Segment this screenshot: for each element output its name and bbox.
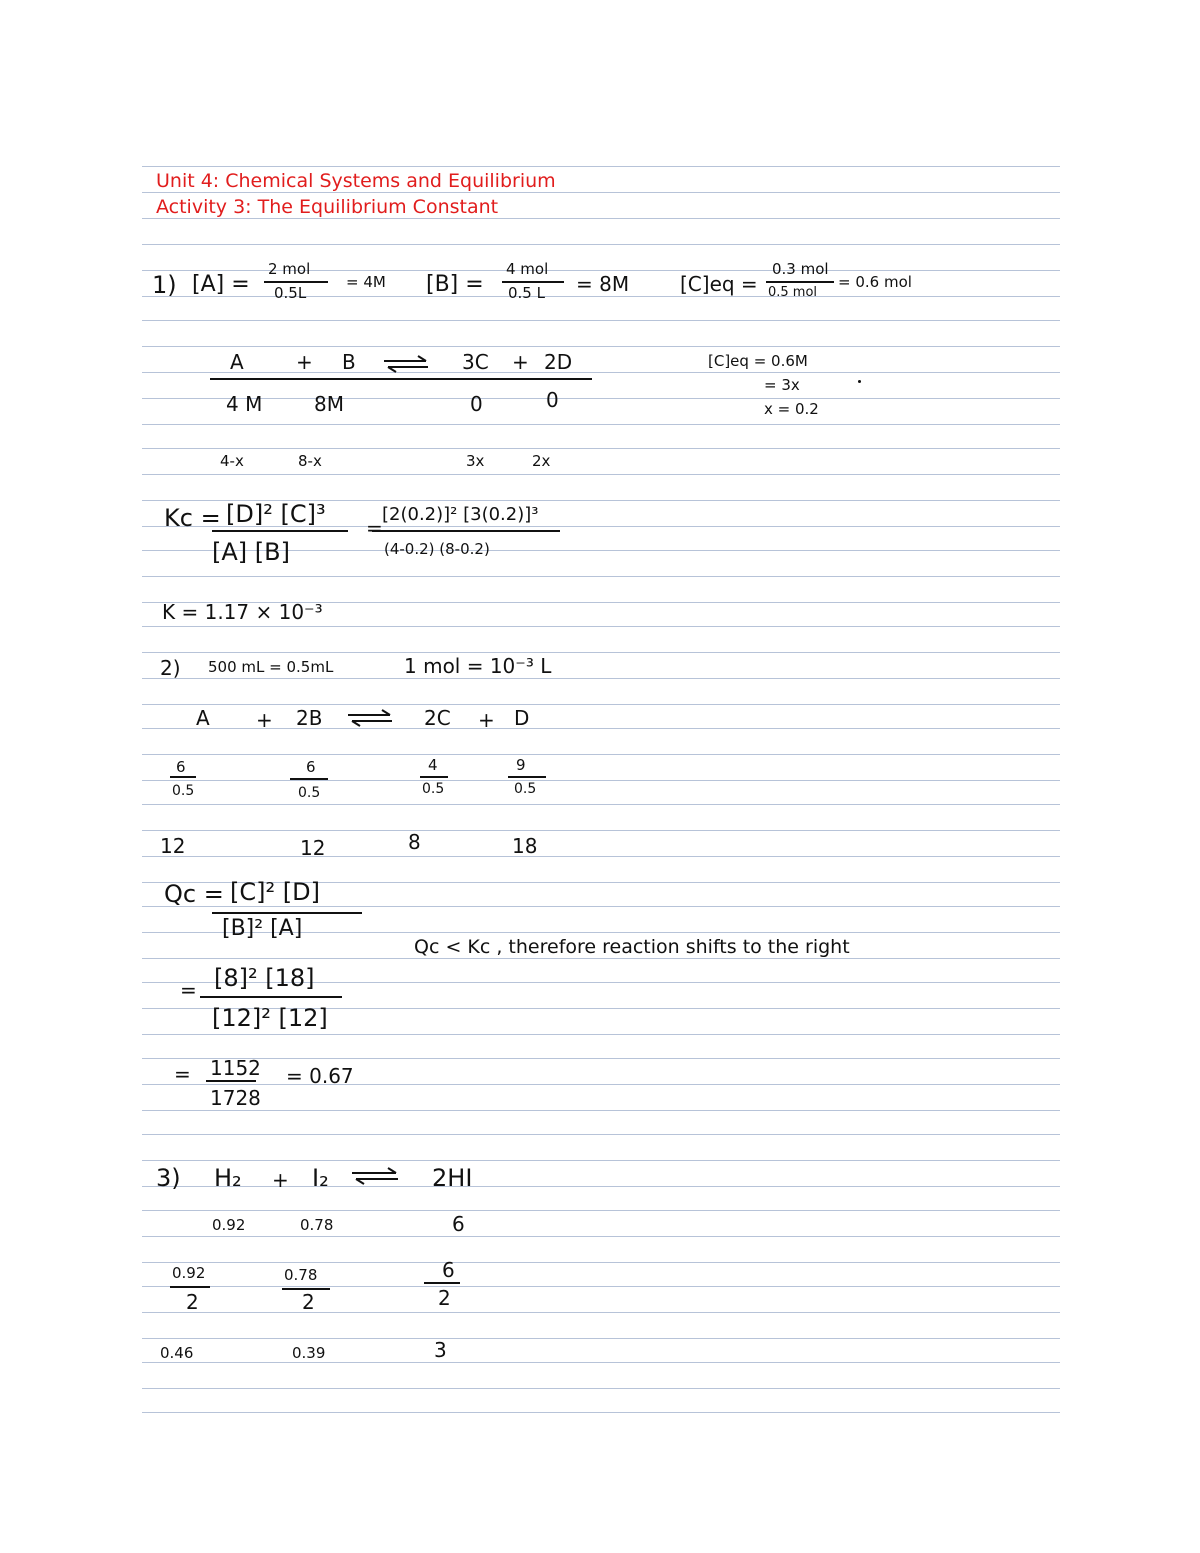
value-b: 12 bbox=[300, 836, 326, 860]
conc-a-result: = 4M bbox=[346, 273, 386, 291]
frac-c-denominator: 0.5 bbox=[422, 781, 445, 797]
ruled-line bbox=[142, 652, 1060, 653]
ruled-line bbox=[142, 166, 1060, 167]
ruled-line bbox=[142, 804, 1060, 805]
frac-b-denominator: 0.5 bbox=[298, 785, 321, 801]
ruled-line bbox=[142, 1210, 1060, 1211]
ruled-line bbox=[142, 1058, 1060, 1059]
qc-result-numerator: 1152 bbox=[210, 1056, 261, 1080]
ruled-line bbox=[142, 754, 1060, 755]
frac-hi-denominator: 2 bbox=[438, 1286, 451, 1310]
equilibrium-a: 4-x bbox=[220, 452, 244, 470]
conc-c-result: = 0.6 mol bbox=[838, 273, 912, 291]
conc-b-numerator: 4 mol bbox=[506, 260, 549, 278]
frac-a-denominator: 0.5 bbox=[172, 783, 195, 799]
equilibrium-arrow-icon bbox=[350, 1166, 402, 1186]
stray-dot bbox=[858, 380, 861, 383]
page-title: Unit 4: Chemical Systems and Equilibrium bbox=[156, 170, 556, 192]
conc-c-numerator: 0.3 mol bbox=[772, 260, 829, 278]
product-2c: 2C bbox=[424, 706, 451, 730]
qc-substituted-numerator: [8]² [18] bbox=[214, 964, 315, 992]
kc-substituted-numerator: [2(0.2)]² [3(0.2)]³ bbox=[382, 504, 539, 525]
moles-i2: 0.78 bbox=[300, 1216, 334, 1234]
kc-denominator: [A] [B] bbox=[212, 538, 290, 566]
fraction-bar bbox=[424, 1282, 460, 1284]
conc-i2: 0.39 bbox=[292, 1344, 326, 1362]
question-2-label: 2) bbox=[160, 656, 181, 680]
ruled-line bbox=[142, 1110, 1060, 1111]
plus-sign: + bbox=[256, 708, 273, 732]
volume-conversion: 500 mL = 0.5mL bbox=[208, 658, 334, 676]
ruled-line bbox=[142, 424, 1060, 425]
initial-d: 0 bbox=[546, 388, 559, 412]
fraction-bar bbox=[508, 776, 546, 778]
side-note-line1: [C]eq = 0.6M bbox=[708, 352, 808, 370]
reactant-b: B bbox=[342, 350, 356, 374]
equilibrium-b: 8-x bbox=[298, 452, 322, 470]
fraction-bar bbox=[766, 281, 834, 283]
initial-a: 4 M bbox=[226, 392, 263, 416]
question-3-label: 3) bbox=[156, 1164, 181, 1192]
ruled-line bbox=[142, 1160, 1060, 1161]
ruled-line bbox=[142, 1388, 1060, 1389]
ruled-line bbox=[142, 576, 1060, 577]
conc-hi: 3 bbox=[434, 1338, 447, 1362]
conc-b-denominator: 0.5 L bbox=[508, 284, 545, 302]
product-2d: 2D bbox=[544, 350, 573, 374]
frac-b-numerator: 6 bbox=[306, 758, 316, 776]
fraction-bar bbox=[420, 776, 448, 778]
ruled-line bbox=[142, 1236, 1060, 1237]
value-c: 8 bbox=[408, 830, 421, 854]
conc-a-numerator: 2 mol bbox=[268, 260, 311, 278]
product-2hi: 2HI bbox=[432, 1164, 473, 1192]
product-d: D bbox=[514, 706, 530, 730]
conc-b-label: [B] = bbox=[426, 272, 484, 297]
fraction-bar bbox=[200, 996, 342, 998]
conc-a-denominator: 0.5L bbox=[274, 284, 307, 302]
ruled-line bbox=[142, 678, 1060, 679]
reactant-a: A bbox=[196, 706, 210, 730]
ruled-line bbox=[142, 856, 1060, 857]
fraction-bar bbox=[170, 1286, 210, 1288]
equilibrium-arrow-icon bbox=[382, 354, 432, 374]
fraction-bar bbox=[290, 778, 328, 780]
qc-numerator: [C]² [D] bbox=[230, 878, 320, 906]
ruled-line bbox=[142, 398, 1060, 399]
ruled-line bbox=[142, 830, 1060, 831]
moles-hi: 6 bbox=[452, 1212, 465, 1236]
fraction-bar bbox=[264, 281, 328, 283]
frac-a-numerator: 6 bbox=[176, 758, 186, 776]
value-d: 18 bbox=[512, 834, 538, 858]
ruled-line bbox=[142, 346, 1060, 347]
conc-b-result: = 8M bbox=[576, 272, 630, 296]
reactant-a: A bbox=[230, 350, 244, 374]
k-result: K = 1.17 × 10⁻³ bbox=[162, 600, 323, 624]
conclusion-text: Qc < Kc , therefore reaction shifts to the right bbox=[414, 936, 850, 958]
ruled-line bbox=[142, 1312, 1060, 1313]
initial-c: 0 bbox=[470, 392, 483, 416]
qc-label: Qc = bbox=[164, 880, 224, 908]
equals-sign: = bbox=[366, 516, 383, 540]
reactant-h2: H₂ bbox=[214, 1164, 242, 1192]
plus-sign: + bbox=[272, 1168, 289, 1192]
ruled-line bbox=[142, 1084, 1060, 1085]
frac-c-numerator: 4 bbox=[428, 756, 438, 774]
plus-sign: + bbox=[478, 708, 495, 732]
ruled-line bbox=[142, 244, 1060, 245]
plus-sign: + bbox=[296, 350, 313, 374]
qc-substituted-denominator: [12]² [12] bbox=[212, 1004, 328, 1032]
ruled-line bbox=[142, 320, 1060, 321]
side-note-line2: = 3x bbox=[764, 376, 800, 394]
mol-conversion: 1 mol = 10⁻³ L bbox=[404, 654, 552, 678]
fraction-bar bbox=[372, 530, 560, 532]
value-a: 12 bbox=[160, 834, 186, 858]
qc-result-value: = 0.67 bbox=[286, 1064, 354, 1088]
kc-substituted-denominator: (4-0.2) (8-0.2) bbox=[384, 540, 490, 558]
ruled-line bbox=[142, 372, 1060, 373]
ice-table-divider bbox=[210, 378, 592, 380]
ruled-line bbox=[142, 448, 1060, 449]
product-3c: 3C bbox=[462, 350, 489, 374]
qc-result-denominator: 1728 bbox=[210, 1086, 261, 1110]
kc-label: Kc = bbox=[164, 504, 221, 532]
ruled-line bbox=[142, 728, 1060, 729]
qc-denominator: [B]² [A] bbox=[222, 916, 303, 941]
equals-sign: = bbox=[180, 978, 197, 1002]
ruled-line bbox=[142, 1262, 1060, 1263]
side-note-line3: x = 0.2 bbox=[764, 400, 819, 418]
conc-c-denominator: 0.5 mol bbox=[768, 285, 818, 300]
ruled-line bbox=[142, 218, 1060, 219]
fraction-bar bbox=[212, 530, 348, 532]
ruled-line bbox=[142, 1362, 1060, 1363]
moles-h2: 0.92 bbox=[212, 1216, 246, 1234]
ruled-line bbox=[142, 958, 1060, 959]
frac-hi-numerator: 6 bbox=[442, 1258, 455, 1282]
frac-h2-numerator: 0.92 bbox=[172, 1264, 206, 1282]
frac-d-denominator: 0.5 bbox=[514, 781, 537, 797]
fraction-bar bbox=[170, 776, 196, 778]
page-subtitle: Activity 3: The Equilibrium Constant bbox=[156, 196, 499, 218]
conc-a-label: [A] = bbox=[192, 272, 250, 297]
fraction-bar bbox=[502, 281, 564, 283]
conc-h2: 0.46 bbox=[160, 1344, 194, 1362]
ruled-line bbox=[142, 474, 1060, 475]
fraction-bar bbox=[206, 1080, 256, 1082]
ruled-line bbox=[142, 192, 1060, 193]
frac-h2-denominator: 2 bbox=[186, 1290, 199, 1314]
kc-numerator: [D]² [C]³ bbox=[226, 500, 326, 528]
ruled-line bbox=[142, 704, 1060, 705]
ruled-line bbox=[142, 626, 1060, 627]
equilibrium-arrow-icon bbox=[346, 708, 396, 728]
equilibrium-c: 3x bbox=[466, 452, 485, 470]
plus-sign: + bbox=[512, 350, 529, 374]
ruled-line bbox=[142, 1338, 1060, 1339]
ruled-line bbox=[142, 1034, 1060, 1035]
question-1-label: 1) bbox=[152, 271, 177, 299]
ruled-line bbox=[142, 1134, 1060, 1135]
fraction-bar bbox=[212, 912, 362, 914]
reactant-2b: 2B bbox=[296, 706, 323, 730]
conc-c-label: [C]eq = bbox=[680, 272, 758, 296]
ruled-line bbox=[142, 1286, 1060, 1287]
equilibrium-d: 2x bbox=[532, 452, 551, 470]
reactant-i2: I₂ bbox=[312, 1164, 329, 1192]
ruled-line bbox=[142, 906, 1060, 907]
equals-sign: = bbox=[174, 1062, 191, 1086]
frac-d-numerator: 9 bbox=[516, 756, 526, 774]
ruled-line bbox=[142, 1412, 1060, 1413]
frac-i2-denominator: 2 bbox=[302, 1290, 315, 1314]
frac-i2-numerator: 0.78 bbox=[284, 1266, 318, 1284]
initial-b: 8M bbox=[314, 392, 344, 416]
ruled-line bbox=[142, 780, 1060, 781]
